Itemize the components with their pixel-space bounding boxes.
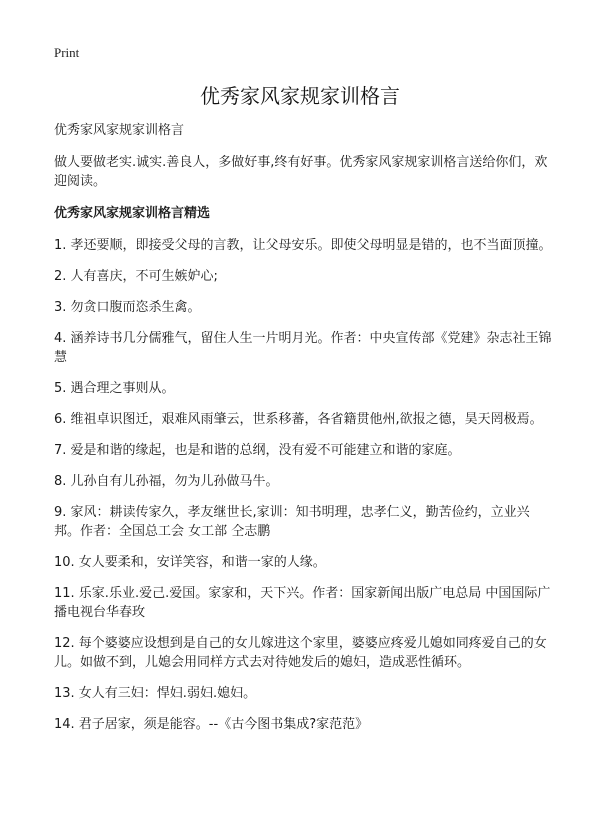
list-item: 11. 乐家.乐业.爱己.爱国。家家和，天下兴。作者：国家新闻出版广电总局 中国国际广播电视台华春玫: [54, 586, 551, 620]
list-item: 10. 女人要柔和，安详笑容，和谐一家的人缘。: [54, 555, 326, 570]
article-body: [54, 121, 554, 746]
list-item: 6. 维祖卓识图迁，艰难风雨肇云，世系移蕃，各省籍贯他州,欲报之德，昊天罔极焉。: [54, 412, 543, 427]
list-item: 2. 人有喜庆，不可生嫉妒心;: [54, 269, 218, 284]
section-heading: 优秀家风家规家训格言精选: [54, 206, 211, 221]
list-item: 3. 勿贪口腹而恣杀生禽。: [54, 300, 201, 315]
list-item: 4. 涵养诗书几分儒雅气，留住人生一片明月光。作者：中央宣传部《党建》杂志社王锦慧: [54, 331, 552, 365]
print-link[interactable]: Print: [54, 45, 80, 60]
list-item: 8. 儿孙自有儿孙福，勿为儿孙做马牛。: [54, 474, 279, 489]
list-item: 5. 遇合理之事则从。: [54, 381, 175, 396]
list-item: 1. 孝还要顺，即接受父母的言教，让父母安乐。即使父母明显是错的，也不当面顶撞。: [54, 238, 552, 253]
page-title: 优秀家风家规家训格言: [200, 84, 400, 108]
list-item: 7. 爱是和谐的缘起，也是和谐的总纲，没有爱不可能建立和谐的家庭。: [54, 443, 461, 458]
list-item: 14. 君子居家，须是能容。--《古今图书集成?家范范》: [54, 717, 369, 732]
article-subtitle: 优秀家风家规家训格言: [54, 123, 185, 138]
list-item: 13. 女人有三妇：悍妇.弱妇.媳妇。: [54, 686, 257, 701]
article-intro: 做人要做老实.诚实.善良人，多做好事,终有好事。优秀家风家规家训格言送给你们，欢迎阅读。: [54, 155, 548, 189]
list-item: 9. 家风：耕读传家久，孝友继世长,家训：知书明理，忠孝仁义，勤苦俭约，立业兴邦。作者：全国总工会 女工部 仝志鹏: [54, 505, 530, 539]
list-item: 12. 每个婆婆应设想到是自己的女儿嫁进这个家里，婆婆应疼爱儿媳如同疼爱自己的女儿。如做不到，儿媳会用同样方式去对待她发后的媳妇，造成恶性循环。: [54, 636, 547, 670]
